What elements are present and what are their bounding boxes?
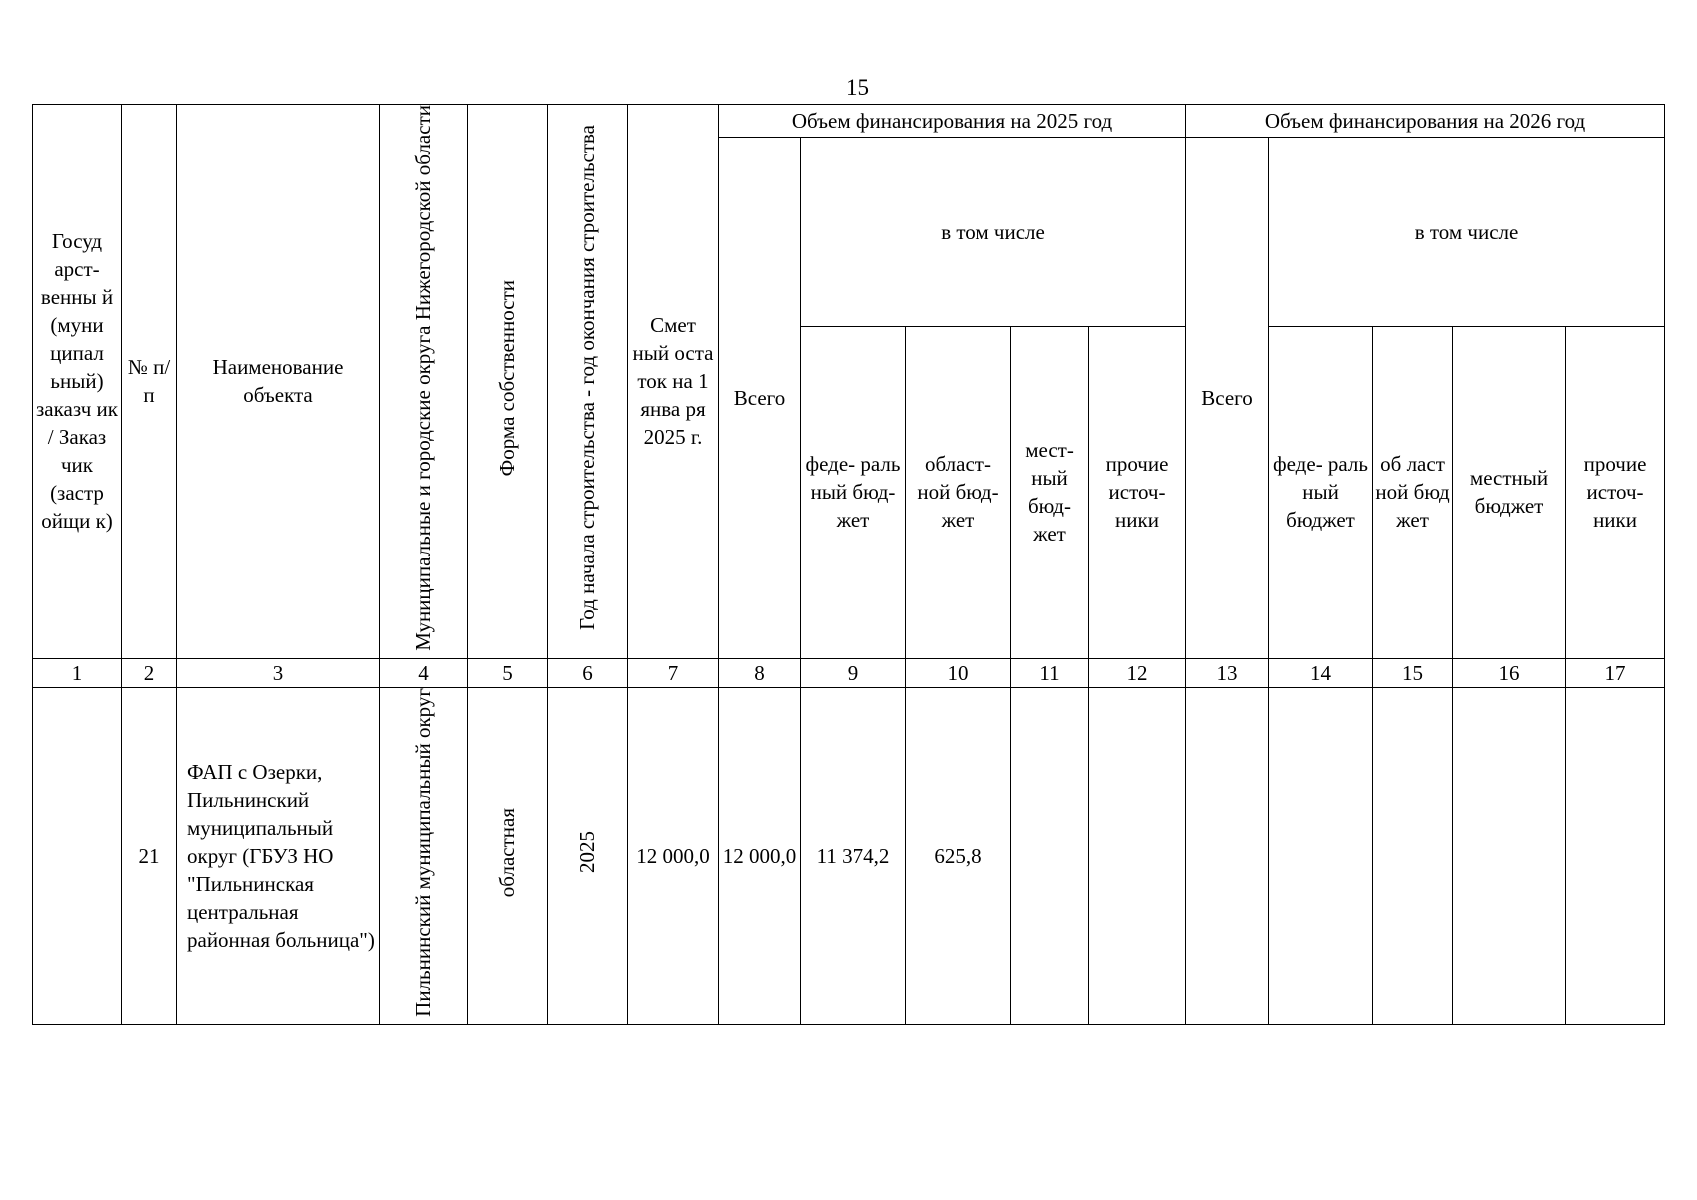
row-estimated-balance: 12 000,0: [628, 687, 719, 1024]
page-number: 15: [846, 75, 869, 100]
table-row: [33, 687, 1665, 1024]
row-other-2025: [1089, 687, 1186, 1024]
column-number: 16: [1453, 658, 1566, 687]
column-number: 14: [1269, 658, 1373, 687]
row-total-2025: 12 000,0: [719, 687, 801, 1024]
column-number: 17: [1566, 658, 1665, 687]
header-other-2026: прочие источ- ники: [1566, 326, 1665, 658]
column-number: 7: [628, 658, 719, 687]
column-number: 6: [548, 658, 628, 687]
row-local-2026: [1453, 687, 1566, 1024]
row-years: 2025: [548, 687, 628, 1024]
header-object-name: Наименование объекта: [177, 105, 380, 659]
row-regional-2026: [1373, 687, 1453, 1024]
header-including-2026: в том числе: [1269, 138, 1665, 327]
header-estimated-balance: Смет ный оста ток на 1 янва ря 2025 г.: [628, 105, 719, 659]
header-federal-2026: феде- раль ный бюджет: [1269, 326, 1373, 658]
row-total-2026: [1186, 687, 1269, 1024]
row-customer: [33, 687, 122, 1024]
row-object-name: ФАП с Озерки, Пильнинский муниципальный округ (ГБУЗ НО "Пильнинская центральная районная больница"): [177, 687, 380, 1024]
row-regional-2025: 625,8: [906, 687, 1011, 1024]
header-district: Муниципальные и городские округа Нижегородской области: [380, 105, 468, 659]
header-number: № п/п: [122, 105, 177, 659]
header-customer: Госуд арст- венны й (муни ципал ьный) заказч ик / Заказ чик (застр ойщи к): [33, 105, 122, 659]
header-row-groups: [33, 105, 1665, 138]
header-other-2025: прочие источ- ники: [1089, 326, 1186, 658]
header-local-2025: мест- ный бюд- жет: [1011, 326, 1089, 658]
header-financing-2026: Объем финансирования на 2026 год: [1186, 105, 1665, 138]
column-number: 15: [1373, 658, 1453, 687]
header-local-2026: местный бюджет: [1453, 326, 1566, 658]
header-regional-2025: област- ной бюд- жет: [906, 326, 1011, 658]
column-number: 10: [906, 658, 1011, 687]
header-years: Год начала строительства - год окончания строительства: [548, 105, 628, 659]
column-number: 8: [719, 658, 801, 687]
header-including-2025: в том числе: [801, 138, 1186, 327]
header-total-2025: Всего: [719, 138, 801, 659]
column-number: 5: [468, 658, 548, 687]
row-number: 21: [122, 687, 177, 1024]
investment-program-table: [32, 104, 1665, 1025]
column-number: 4: [380, 658, 468, 687]
column-number: 11: [1011, 658, 1089, 687]
column-number: 2: [122, 658, 177, 687]
row-local-2025: [1011, 687, 1089, 1024]
column-number-row: [33, 658, 1665, 687]
header-regional-2026: об ласт ной бюд жет: [1373, 326, 1453, 658]
column-number: 13: [1186, 658, 1269, 687]
header-ownership: Форма собственности: [468, 105, 548, 659]
column-number: 3: [177, 658, 380, 687]
row-federal-2025: 11 374,2: [801, 687, 906, 1024]
column-number: 9: [801, 658, 906, 687]
row-federal-2026: [1269, 687, 1373, 1024]
row-other-2026: [1566, 687, 1665, 1024]
header-total-2026: Всего: [1186, 138, 1269, 659]
header-financing-2025: Объем финансирования на 2025 год: [719, 105, 1186, 138]
column-number: 12: [1089, 658, 1186, 687]
column-number: 1: [33, 658, 122, 687]
row-ownership: областная: [468, 687, 548, 1024]
row-district: Пильнинский муниципальный округ: [380, 687, 468, 1024]
header-federal-2025: феде- раль ный бюд- жет: [801, 326, 906, 658]
